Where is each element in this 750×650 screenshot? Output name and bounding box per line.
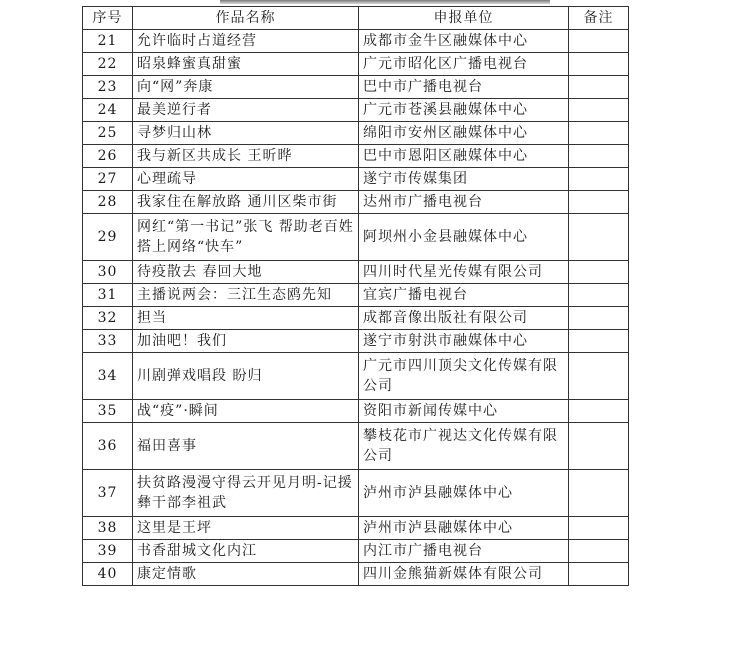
work-name: 书香甜城文化内江: [133, 540, 359, 563]
remark: [569, 53, 629, 76]
row-number: 32: [83, 307, 133, 330]
remark: [569, 353, 629, 400]
remark: [569, 470, 629, 517]
remark: [569, 307, 629, 330]
row-number: 28: [83, 191, 133, 214]
table-row: [83, 99, 629, 122]
row-number: 25: [83, 122, 133, 145]
table-row: [83, 191, 629, 214]
table-row: [83, 261, 629, 284]
header-note: 备注: [569, 7, 629, 30]
table-row: [83, 353, 629, 400]
remark: [569, 563, 629, 586]
table-row: [83, 400, 629, 423]
applicant-unit: 阿坝州小金县融媒体中心: [359, 214, 569, 261]
work-name: 待疫散去 春回大地: [133, 261, 359, 284]
work-name: 寻梦归山林: [133, 122, 359, 145]
work-name: 扶贫路漫漫守得云开见月明-记援彝干部李祖武: [133, 470, 359, 517]
applicant-unit: 资阳市新闻传媒中心: [359, 400, 569, 423]
work-name: 我与新区共成长 王昕晔: [133, 145, 359, 168]
applicant-unit: 巴中市恩阳区融媒体中心: [359, 145, 569, 168]
work-name: 康定情歌: [133, 563, 359, 586]
work-name: 担当: [133, 307, 359, 330]
row-number: 26: [83, 145, 133, 168]
applicant-unit: 广元市苍溪县融媒体中心: [359, 99, 569, 122]
table-row: [83, 470, 629, 517]
table-row: [83, 517, 629, 540]
work-name: 川剧弹戏唱段 盼归: [133, 353, 359, 400]
row-number: 30: [83, 261, 133, 284]
header-name: 作品名称: [133, 7, 359, 30]
table-row: [83, 423, 629, 470]
work-name: 主播说两会：三江生态鸥先知: [133, 284, 359, 307]
row-number: 37: [83, 470, 133, 517]
work-name: 加油吧！我们: [133, 330, 359, 353]
applicant-unit: 攀枝花市广视达文化传媒有限公司: [359, 423, 569, 470]
row-number: 29: [83, 214, 133, 261]
works-table: [82, 6, 629, 586]
remark: [569, 76, 629, 99]
table-row: [83, 53, 629, 76]
remark: [569, 191, 629, 214]
work-name: 向“网”奔康: [133, 76, 359, 99]
applicant-unit: 泸州市泸县融媒体中心: [359, 517, 569, 540]
remark: [569, 284, 629, 307]
applicant-unit: 绵阳市安州区融媒体中心: [359, 122, 569, 145]
row-number: 35: [83, 400, 133, 423]
remark: [569, 540, 629, 563]
table-row: [83, 30, 629, 53]
remark: [569, 99, 629, 122]
remark: [569, 330, 629, 353]
row-number: 34: [83, 353, 133, 400]
applicant-unit: 内江市广播电视台: [359, 540, 569, 563]
row-number: 31: [83, 284, 133, 307]
applicant-unit: 巴中市广播电视台: [359, 76, 569, 99]
table-row: [83, 284, 629, 307]
table-row: [83, 145, 629, 168]
header-no: 序号: [83, 7, 133, 30]
applicant-unit: 宜宾广播电视台: [359, 284, 569, 307]
remark: [569, 30, 629, 53]
table-row: [83, 540, 629, 563]
work-name: 福田喜事: [133, 423, 359, 470]
remark: [569, 145, 629, 168]
work-name: 昭泉蜂蜜真甜蜜: [133, 53, 359, 76]
applicant-unit: 广元市四川顶尖文化传媒有限公司: [359, 353, 569, 400]
remark: [569, 517, 629, 540]
applicant-unit: 遂宁市射洪市融媒体中心: [359, 330, 569, 353]
table-row: [83, 76, 629, 99]
applicant-unit: 泸州市泸县融媒体中心: [359, 470, 569, 517]
remark: [569, 122, 629, 145]
applicant-unit: 广元市昭化区广播电视台: [359, 53, 569, 76]
table-row: [83, 307, 629, 330]
remark: [569, 261, 629, 284]
work-name: 允许临时占道经营: [133, 30, 359, 53]
row-number: 38: [83, 517, 133, 540]
table-row: [83, 122, 629, 145]
row-number: 21: [83, 30, 133, 53]
row-number: 23: [83, 76, 133, 99]
work-name: 最美逆行者: [133, 99, 359, 122]
row-number: 40: [83, 563, 133, 586]
applicant-unit: 成都音像出版社有限公司: [359, 307, 569, 330]
remark: [569, 423, 629, 470]
applicant-unit: 四川时代星光传媒有限公司: [359, 261, 569, 284]
remark: [569, 400, 629, 423]
work-name: 我家住在解放路 通川区柴市街: [133, 191, 359, 214]
remark: [569, 168, 629, 191]
remark: [569, 214, 629, 261]
row-number: 27: [83, 168, 133, 191]
applicant-unit: 成都市金牛区融媒体中心: [359, 30, 569, 53]
row-number: 33: [83, 330, 133, 353]
table-row: [83, 168, 629, 191]
header-unit: 申报单位: [359, 7, 569, 30]
cropped-heading-edge: [220, 0, 550, 4]
work-name: 战“疫”·瞬间: [133, 400, 359, 423]
row-number: 36: [83, 423, 133, 470]
table-row: [83, 330, 629, 353]
applicant-unit: 遂宁市传媒集团: [359, 168, 569, 191]
row-number: 39: [83, 540, 133, 563]
row-number: 22: [83, 53, 133, 76]
table-row: [83, 214, 629, 261]
row-number: 24: [83, 99, 133, 122]
table-header-row: [83, 7, 629, 30]
work-name: 网红“第一书记”张飞 帮助老百姓搭上网络“快车”: [133, 214, 359, 261]
work-name: 心理疏导: [133, 168, 359, 191]
applicant-unit: 四川金熊猫新媒体有限公司: [359, 563, 569, 586]
applicant-unit: 达州市广播电视台: [359, 191, 569, 214]
table-row: [83, 563, 629, 586]
work-name: 这里是王坪: [133, 517, 359, 540]
